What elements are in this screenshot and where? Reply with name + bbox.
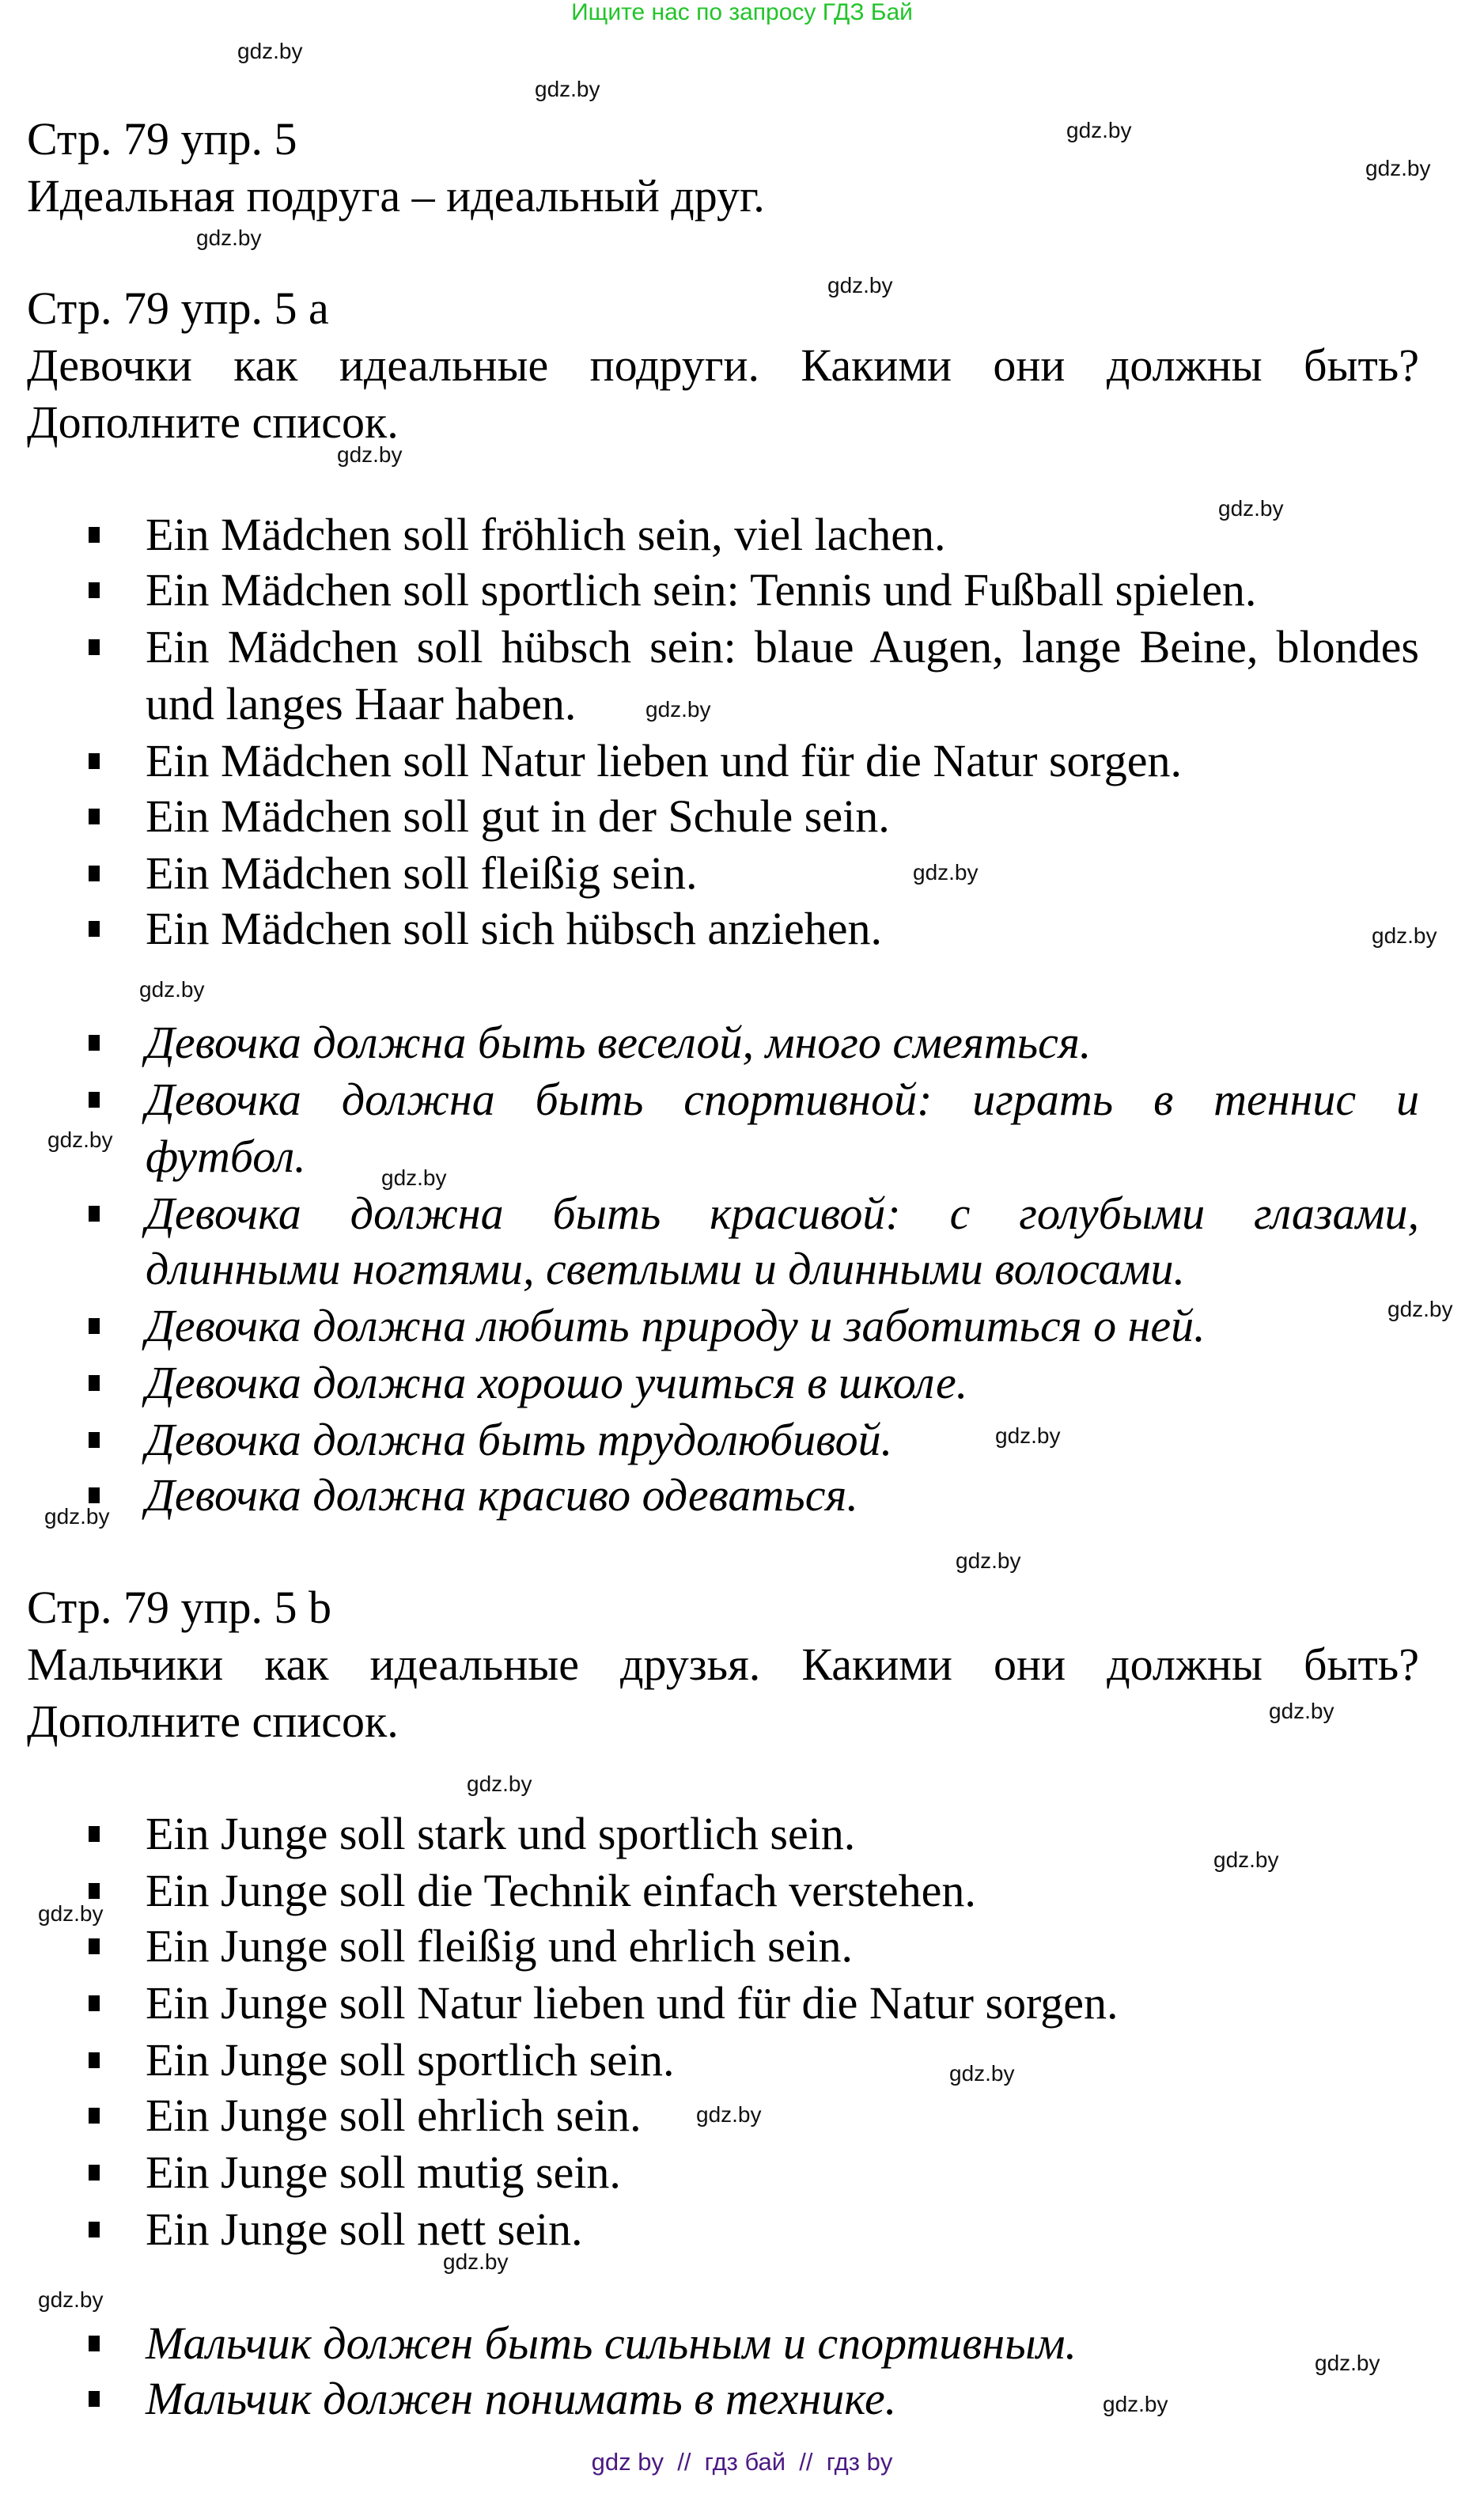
bullet-icon (89, 639, 100, 655)
bullet-icon (89, 1883, 100, 1899)
watermark: gdz.by (1365, 156, 1431, 180)
bullet-icon (89, 1826, 100, 1842)
watermark: gdz.by (1218, 496, 1284, 521)
watermark: gdz.by (956, 1548, 1021, 1573)
watermark: gdz.by (1066, 118, 1132, 142)
bullet-icon (89, 1487, 100, 1503)
bullet-icon (89, 2108, 100, 2124)
watermark: gdz.by (1387, 1297, 1453, 1321)
watermark: gdz.by (443, 2249, 509, 2274)
section-b-heading: Стр. 79 упр. 5 b (27, 1582, 332, 1633)
list-item: Ein Junge soll fleißig und ehrlich sein. (0, 1919, 1484, 1973)
search-banner: Ищите нас по запросу ГДЗ Бай (571, 0, 913, 25)
list-item: Ein Mädchen soll sportlich sein: Tennis und Fußball spielen. (0, 563, 1484, 617)
bullet-icon (89, 582, 100, 598)
list-item: Ein Mädchen soll hübsch sein: blaue Augen, lange Beine, blondes (0, 620, 1484, 674)
section-a-heading: Стр. 79 упр. 5 a (27, 282, 329, 334)
list-item-continuation: und langes Haar haben. (146, 678, 577, 729)
bullet-icon (89, 921, 100, 937)
list-item: Девочка должна быть веселой, много смеяться. (0, 1016, 1484, 1070)
watermark: gdz.by (1372, 923, 1437, 948)
list-item: Ein Junge soll stark und sportlich sein. (0, 1807, 1484, 1861)
section-heading: Стр. 79 упр. 5 (27, 113, 297, 165)
watermark: gdz.by (1269, 1699, 1334, 1723)
watermark: gdz.by (139, 977, 205, 1002)
bullet-icon (89, 1995, 100, 2011)
bullet-icon (89, 2052, 100, 2068)
list-item: Ein Junge soll die Technik einfach verstehen. (0, 1864, 1484, 1918)
bullet-icon (89, 1432, 100, 1448)
list-item: Девочка должна хорошо учиться в школе. (0, 1356, 1484, 1410)
watermark: gdz.by (337, 442, 403, 467)
bullet-icon (89, 1318, 100, 1334)
bullet-icon (89, 1206, 100, 1222)
bullet-icon (89, 2391, 100, 2407)
list-item: Девочка должна быть красивой: с голубыми глазами, (0, 1187, 1484, 1241)
bullet-icon (89, 1938, 100, 1954)
watermark: gdz.by (38, 1901, 104, 1926)
watermark: gdz.by (995, 1423, 1061, 1448)
watermark: gdz.by (1103, 2392, 1168, 2416)
list-item-continuation: длинными ногтями, светлыми и длинными волосами. (146, 1243, 1186, 1294)
bullet-icon (89, 1375, 100, 1391)
list-item: Девочка должна любить природу и заботиться о ней. (0, 1299, 1484, 1353)
list-item: Ein Mädchen soll sich hübsch anziehen. (0, 902, 1484, 956)
list-item: Ein Junge soll ehrlich sein. (0, 2089, 1484, 2143)
bullet-icon (89, 1092, 100, 1108)
bullet-icon (89, 2222, 100, 2237)
watermark: gdz.by (47, 1127, 113, 1152)
list-item: Ein Junge soll Natur lieben und für die Natur sorgen. (0, 1976, 1484, 2030)
bullet-icon (89, 866, 100, 881)
list-item: Ein Mädchen soll fröhlich sein, viel lachen. (0, 508, 1484, 562)
section-b-task: Мальчики как идеальные друзья. Какими они должны быть? (27, 1639, 1419, 1690)
list-item: Ein Mädchen soll fleißig sein. (0, 847, 1484, 900)
watermark: gdz.by (827, 273, 893, 297)
bullet-icon (89, 809, 100, 824)
list-item: Ein Mädchen soll gut in der Schule sein. (0, 790, 1484, 843)
footer-links: gdz by // гдз бай // гдз by (591, 2448, 893, 2476)
list-item: Мальчик должен быть сильным и спортивным. (0, 2317, 1484, 2370)
watermark: gdz.by (1213, 1847, 1279, 1872)
watermark: gdz.by (467, 1771, 532, 1796)
bullet-icon (89, 2165, 100, 2181)
watermark: gdz.by (913, 860, 979, 885)
watermark: gdz.by (237, 39, 303, 63)
watermark: gdz.by (1315, 2351, 1380, 2375)
section-a-task: Девочки как идеальные подруги. Какими они должны быть? (27, 339, 1419, 391)
bullet-icon (89, 2336, 100, 2351)
list-item: Ein Mädchen soll Natur lieben und für die Natur sorgen. (0, 734, 1484, 788)
bullet-icon (89, 527, 100, 543)
list-item: Ein Junge soll nett sein. (0, 2203, 1484, 2256)
watermark: gdz.by (535, 77, 600, 101)
list-item: Девочка должна быть трудолюбивой. (0, 1413, 1484, 1467)
section-title: Идеальная подруга – идеальный друг. (27, 170, 765, 222)
list-item-continuation: футбол. (146, 1131, 306, 1182)
list-item: Девочка должна красиво одеваться. (0, 1468, 1484, 1522)
section-b-task-cont: Дополните список. (27, 1696, 399, 1747)
list-item: Ein Junge soll sportlich sein. (0, 2033, 1484, 2087)
section-a-task-cont: Дополните список. (27, 396, 399, 448)
watermark: gdz.by (196, 225, 262, 250)
watermark: gdz.by (38, 2287, 104, 2312)
list-item: Ein Junge soll mutig sein. (0, 2146, 1484, 2200)
bullet-icon (89, 1035, 100, 1051)
watermark: gdz.by (645, 697, 711, 722)
list-item: Мальчик должен понимать в технике. (0, 2372, 1484, 2426)
list-item: Девочка должна быть спортивной: играть в теннис и (0, 1073, 1484, 1127)
watermark: gdz.by (696, 2102, 762, 2127)
bullet-icon (89, 753, 100, 769)
watermark: gdz.by (44, 1504, 110, 1529)
watermark: gdz.by (381, 1165, 447, 1190)
watermark: gdz.by (949, 2061, 1015, 2086)
